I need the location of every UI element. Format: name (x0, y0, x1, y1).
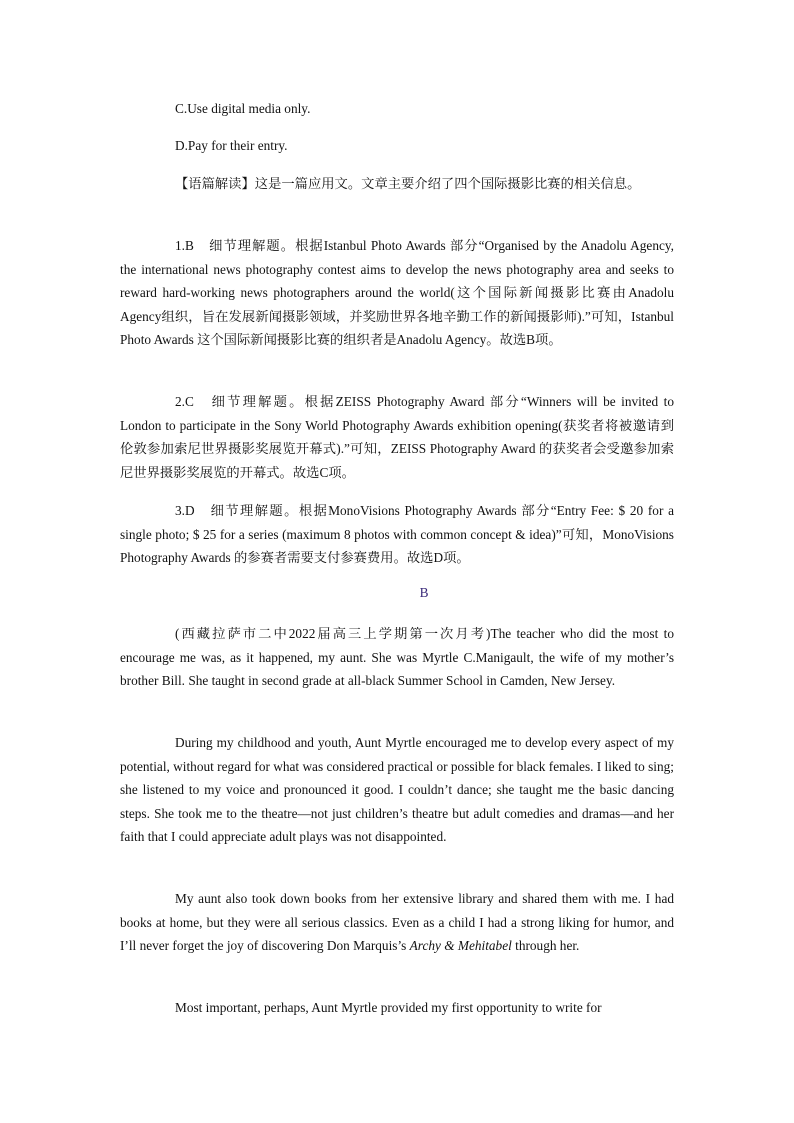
paragraph-3-text-end: through her. (511, 938, 580, 954)
reading-paragraph-4: Most important, perhaps, Aunt Myrtle provided my first opportunity to write for (175, 1000, 602, 1015)
paragraph-3-text-start: My aunt also took down books from her extensive library and shared them with me. I had books at home, but they were all serious classics. Even as a child I had a strong liking for humor, and I’ll never forget the joy of discovering Don Marquis’s (120, 891, 674, 954)
reading-paragraph-1: (西藏拉萨市二中2022届高三上学期第一次月考)The teacher who did the most to encourage me was, as it happened, my aunt. She was Myrtle C.Manigault, the wife of my mother’s brother Bill. She taught in second grade at all-black Summer School in Camden, New Jersey. (120, 626, 674, 689)
answer-1-explanation: 1.B 细节理解题。根据Istanbul Photo Awards 部分“Organised by the Anadolu Agency, the international news photography contest aims to develop the news photography area and seeks to reward hard-working news photographers around the world(这个国际新闻摄影比赛由Anadolu Agency组织，旨在发展新闻摄影领域，并奖励世界各地辛勤工作的新闻摄影师).”可知，Istanbul Photo Awards 这个国际新闻摄影比赛的组织者是Anadolu Agency。故选B项。 (120, 238, 674, 348)
answer-3-explanation: 3.D 细节理解题。根据MonoVisions Photography Awards 部分“Entry Fee: $ 20 for a single photo; $ 25 for a series (maximum 8 photos with common concept & idea)”可知，MonoVisions Photography Awards 的参赛者需要支付参赛费用。故选D项。 (120, 503, 674, 566)
section-heading-b: B (419, 585, 429, 600)
reading-paragraph-2: During my childhood and youth, Aunt Myrtle encouraged me to develop every aspect of my potential, without regard for what was considered practical or possible for black females. I liked to sing; she listened to my voice and pronounced it good. I couldn’t dance; she taught me the basic dancing steps. She took me to the theatre—not just children’s theatre but adult comedies and dramas—and her faith that I could appreciate adult plays was not disappointed. (120, 735, 674, 845)
passage-analysis: 【语篇解读】这是一篇应用文。文章主要介绍了四个国际摄影比赛的相关信息。 (175, 176, 641, 191)
answer-2-explanation: 2.C 细节理解题。根据ZEISS Photography Award 部分“Winners will be invited to London to participate in the Sony World Photography Awards exhibition opening(获奖者将被邀请到伦敦参加索尼世界摄影奖展览开幕式).”可知，ZEISS Photography Award 的获奖者会受邀参加索尼世界摄影奖展览的开幕式。故选C项。 (120, 394, 674, 480)
option-c: C.Use digital media only. (175, 101, 311, 116)
reading-paragraph-3 (120, 887, 674, 958)
option-d: D.Pay for their entry. (175, 138, 288, 153)
book-title: Archy & Mehitabel (409, 938, 512, 954)
